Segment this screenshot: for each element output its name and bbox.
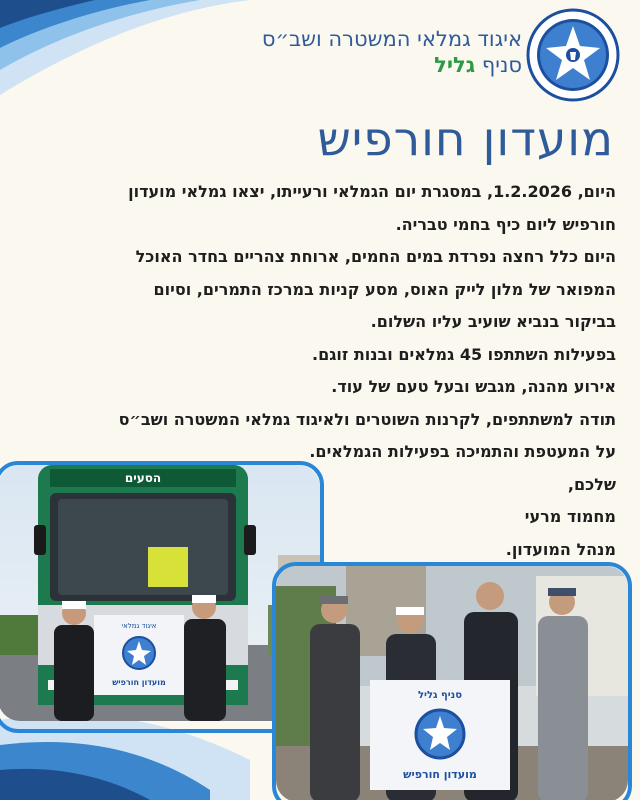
person-4 (538, 588, 588, 800)
club-banner-bus (94, 615, 184, 695)
branch-line (262, 52, 522, 78)
signature-name: מחמוד מרעי (524, 507, 616, 526)
club-banner-group (370, 680, 510, 790)
org-name: איגוד גמלאי המשטרה ושב״ס (261, 27, 522, 51)
bus-sign-text: הסעים (124, 471, 162, 485)
body-line: אירוע מהנה, מגבש ובעל טעם של עוד. (331, 377, 616, 396)
signature-greeting: שלכם, (567, 474, 616, 494)
body-line: בפעילות השתתפו 45 גמלאים ובנות זוגם. (312, 344, 616, 364)
body-line: בביקור בנביא שועיב עליו השלום. (370, 312, 616, 331)
body-line: על המעטפת והתמיכה בפעילות הגמלאים. (309, 442, 616, 461)
body-line: המפואר של מלון לייק האוס, מסע קניות במרכז התמרים, וסיום (153, 279, 616, 299)
bus-banner-top: איגוד גמלאי (121, 622, 157, 630)
group-banner-top: סניף גליל (417, 690, 463, 701)
police-retirees-logo (526, 8, 620, 102)
body-line: חורפיש ליום כיף בחמי טבריה. (395, 214, 616, 234)
body-line: היום, 1.2.2026, במסגרת יום הגמלאי ורעייתו, יצאו גמלאי מועדון (128, 182, 616, 201)
body-line: תודה למשתתפים, לקרנות השוטרים ולאיגוד גמלאי המשטרה ושב״ס (118, 409, 616, 429)
bus-banner-bottom: מועדון חורפיש (112, 678, 166, 687)
person-1 (310, 596, 360, 800)
branch-name: גליל (434, 53, 476, 77)
org-header (262, 26, 522, 78)
group-scene (276, 566, 628, 800)
group-banner-bottom: מועדון חורפיש (403, 768, 477, 781)
decorative-swoosh-top (0, 0, 260, 100)
signature-role: מנהל המועדון. (505, 539, 616, 559)
body-line: היום כלל רחצה נפרדת במים החמים, ארוחת צהריים בחדר האוכל (135, 247, 616, 266)
group-photo (276, 566, 628, 800)
page-title: מועדון חורפיש (317, 112, 614, 167)
branch-prefix: סניף (481, 53, 522, 77)
